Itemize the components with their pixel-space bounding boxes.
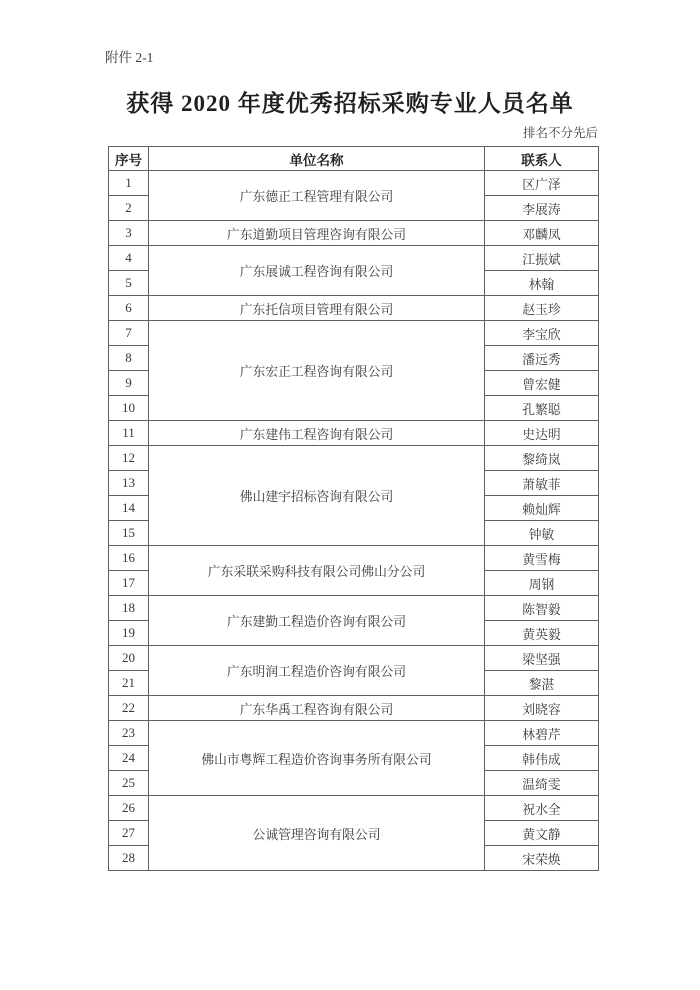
company-cell: 佛山市粤辉工程造价咨询事务所有限公司 [149, 721, 485, 796]
row-number: 9 [109, 371, 149, 396]
contact-cell: 赖灿辉 [485, 496, 599, 521]
contact-cell: 潘远秀 [485, 346, 599, 371]
table-row [109, 796, 599, 821]
row-number: 7 [109, 321, 149, 346]
header-contact: 联系人 [485, 147, 599, 171]
table-row [109, 421, 599, 446]
row-number: 16 [109, 546, 149, 571]
table-row [109, 321, 599, 346]
row-number: 12 [109, 446, 149, 471]
page-title: 获得 2020 年度优秀招标采购专业人员名单 [126, 91, 574, 116]
row-number: 24 [109, 746, 149, 771]
contact-cell: 祝水全 [485, 796, 599, 821]
contact-cell: 黄文静 [485, 821, 599, 846]
attachment-label: 附件 2-1 [105, 50, 154, 65]
recipient-table [108, 146, 599, 871]
row-number: 4 [109, 246, 149, 271]
contact-cell: 区广泽 [485, 171, 599, 196]
contact-cell: 李展涛 [485, 196, 599, 221]
table-header-row [109, 147, 599, 171]
contact-cell: 萧敏菲 [485, 471, 599, 496]
company-cell: 广东道勤项目管理咨询有限公司 [149, 221, 485, 246]
table-row [109, 546, 599, 571]
row-number: 22 [109, 696, 149, 721]
contact-cell: 邓麟凤 [485, 221, 599, 246]
contact-cell: 史达明 [485, 421, 599, 446]
table-row [109, 646, 599, 671]
ranking-note: 排名不分先后 [522, 126, 598, 140]
row-number: 19 [109, 621, 149, 646]
contact-cell: 林翰 [485, 271, 599, 296]
row-number: 25 [109, 771, 149, 796]
row-number: 21 [109, 671, 149, 696]
contact-cell: 黎湛 [485, 671, 599, 696]
table-row [109, 171, 599, 196]
row-number: 23 [109, 721, 149, 746]
row-number: 2 [109, 196, 149, 221]
row-number: 10 [109, 396, 149, 421]
contact-cell: 黎绮岚 [485, 446, 599, 471]
company-cell: 公诚管理咨询有限公司 [149, 796, 485, 871]
contact-cell: 韩伟成 [485, 746, 599, 771]
contact-cell: 林碧芹 [485, 721, 599, 746]
row-number: 18 [109, 596, 149, 621]
contact-cell: 梁坚强 [485, 646, 599, 671]
company-cell: 广东德正工程管理有限公司 [149, 171, 485, 221]
row-number: 5 [109, 271, 149, 296]
table-row [109, 596, 599, 621]
contact-cell: 孔繁聪 [485, 396, 599, 421]
row-number: 17 [109, 571, 149, 596]
company-cell: 广东建勤工程造价咨询有限公司 [149, 596, 485, 646]
table-row [109, 721, 599, 746]
row-number: 26 [109, 796, 149, 821]
company-cell: 广东展诚工程咨询有限公司 [149, 246, 485, 296]
contact-cell: 钟敏 [485, 521, 599, 546]
table-row [109, 246, 599, 271]
contact-cell: 陈智毅 [485, 596, 599, 621]
row-number: 11 [109, 421, 149, 446]
contact-cell: 宋荣焕 [485, 846, 599, 871]
row-number: 1 [109, 171, 149, 196]
company-cell: 广东明润工程造价咨询有限公司 [149, 646, 485, 696]
contact-cell: 赵玉珍 [485, 296, 599, 321]
header-no: 序号 [109, 147, 149, 171]
company-cell: 广东华禹工程咨询有限公司 [149, 696, 485, 721]
table-row [109, 221, 599, 246]
contact-cell: 周钢 [485, 571, 599, 596]
table-row [109, 446, 599, 471]
contact-cell: 曾宏健 [485, 371, 599, 396]
company-cell: 广东托信项目管理有限公司 [149, 296, 485, 321]
row-number: 15 [109, 521, 149, 546]
row-number: 6 [109, 296, 149, 321]
row-number: 13 [109, 471, 149, 496]
contact-cell: 江振斌 [485, 246, 599, 271]
contact-cell: 黄雪梅 [485, 546, 599, 571]
company-cell: 广东建伟工程咨询有限公司 [149, 421, 485, 446]
table-row [109, 696, 599, 721]
contact-cell: 黄英毅 [485, 621, 599, 646]
row-number: 27 [109, 821, 149, 846]
company-cell: 佛山建宇招标咨询有限公司 [149, 446, 485, 546]
row-number: 20 [109, 646, 149, 671]
contact-cell: 温绮雯 [485, 771, 599, 796]
company-cell: 广东采联采购科技有限公司佛山分公司 [149, 546, 485, 596]
contact-cell: 刘晓容 [485, 696, 599, 721]
row-number: 28 [109, 846, 149, 871]
row-number: 3 [109, 221, 149, 246]
contact-cell: 李宝欣 [485, 321, 599, 346]
table-row [109, 296, 599, 321]
header-company: 单位名称 [149, 147, 485, 171]
row-number: 14 [109, 496, 149, 521]
row-number: 8 [109, 346, 149, 371]
company-cell: 广东宏正工程咨询有限公司 [149, 321, 485, 421]
